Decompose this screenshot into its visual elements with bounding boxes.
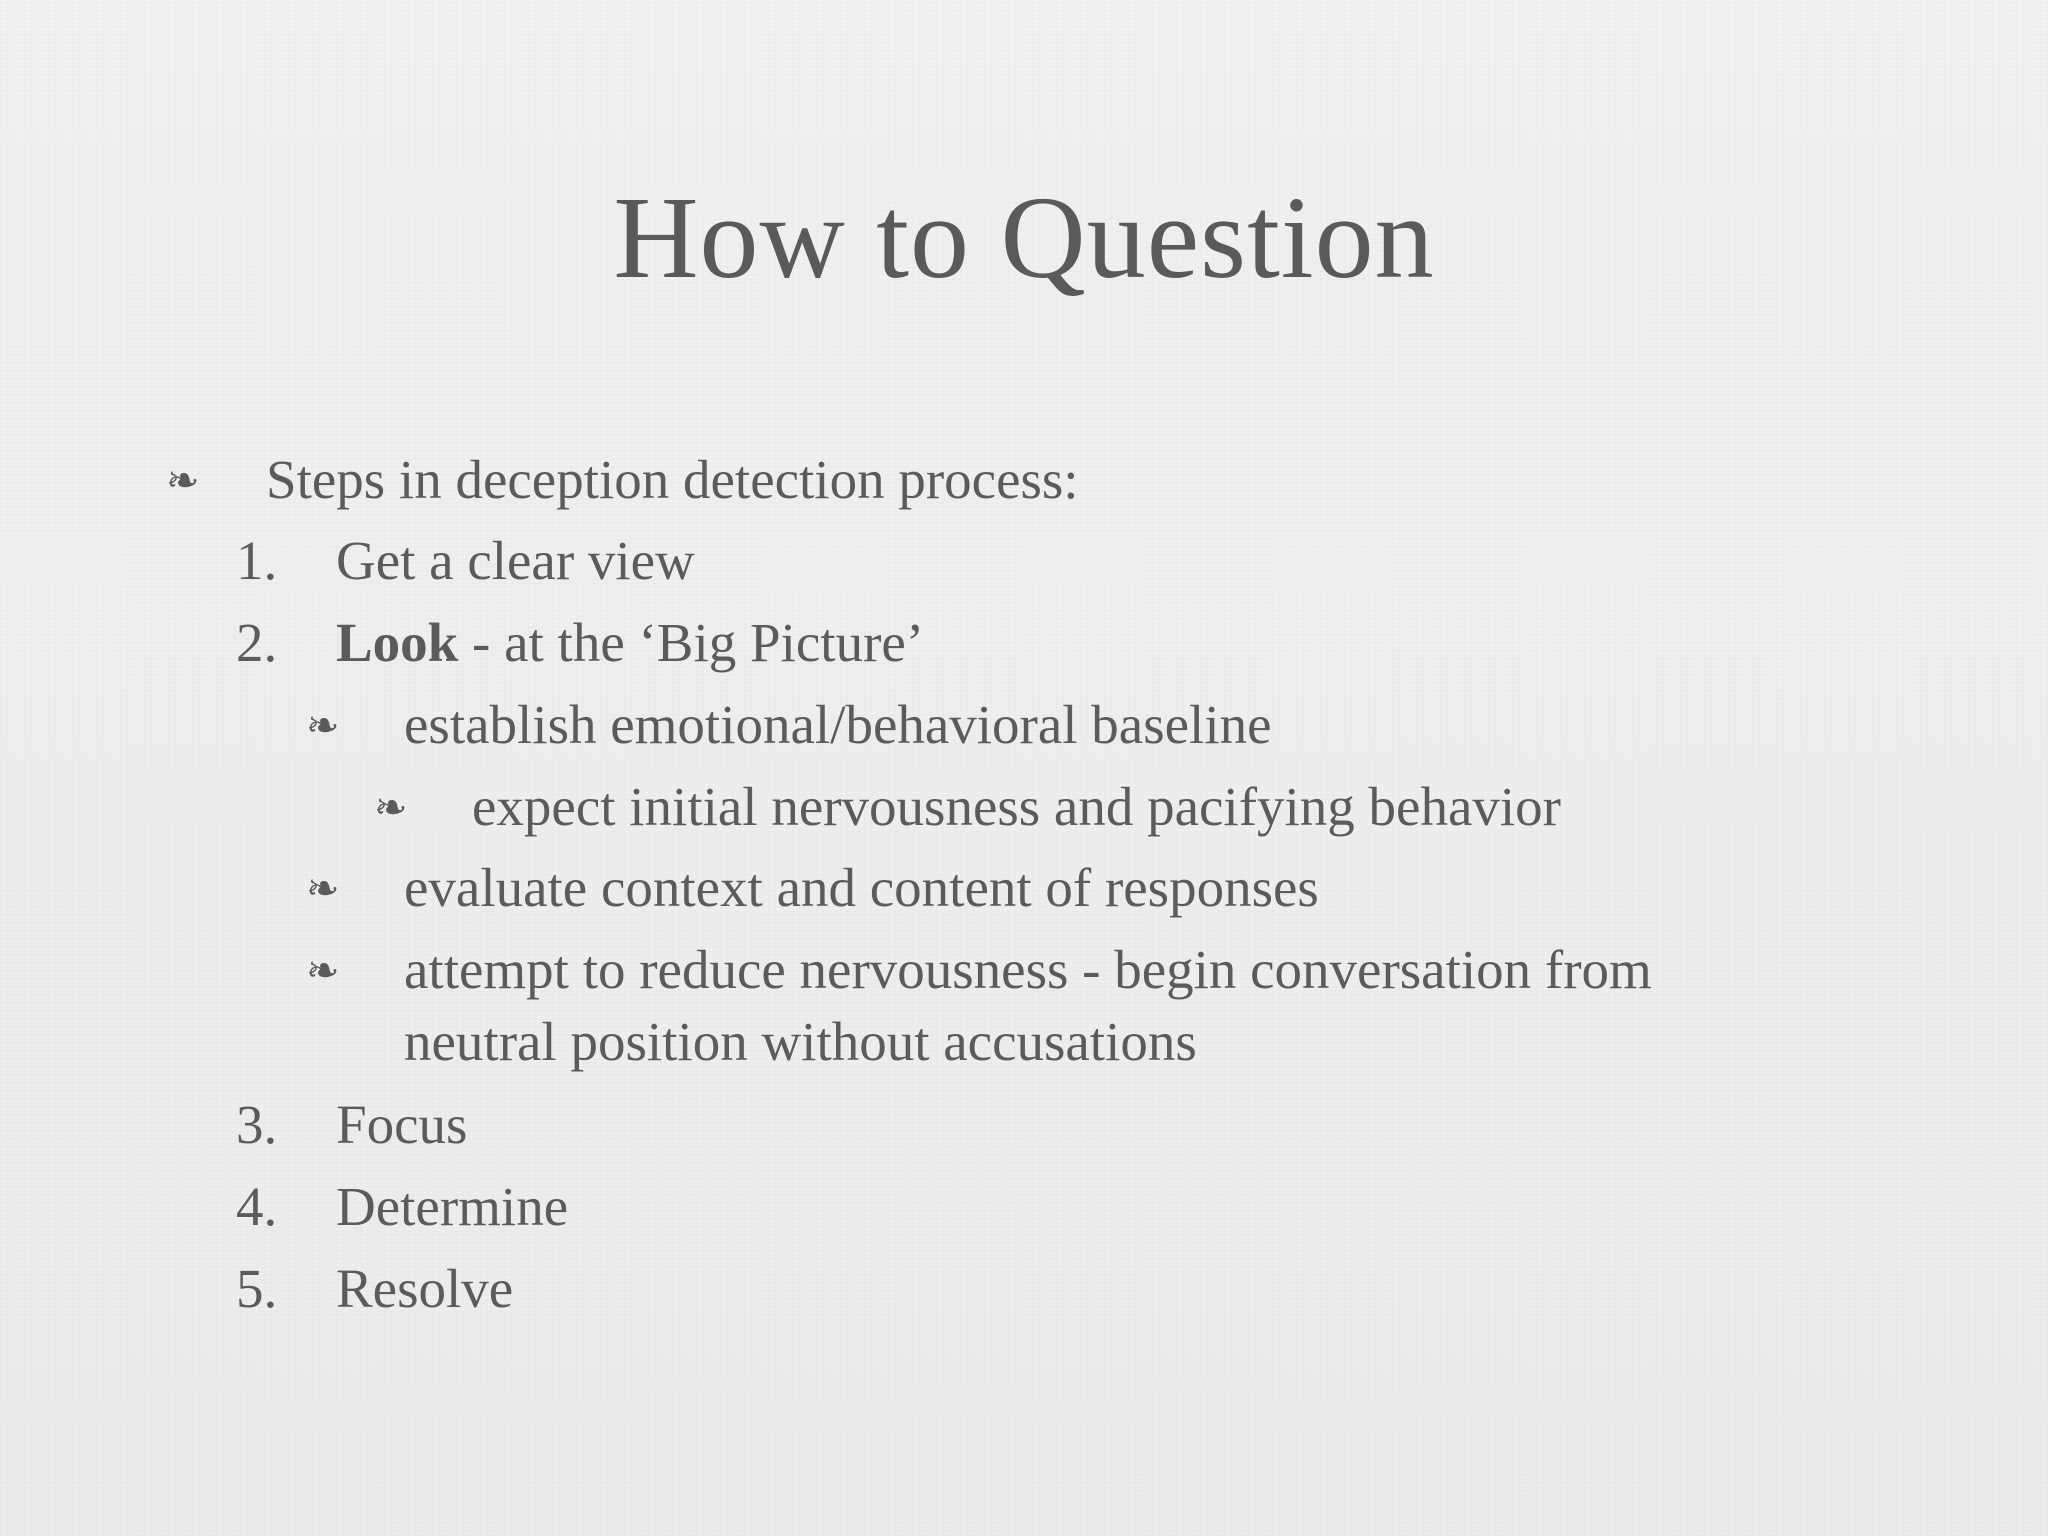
intro-text: Steps in deception detection process: <box>266 449 1079 510</box>
step-4-text: Determine <box>336 1176 569 1237</box>
step-1-text: Get a clear view <box>336 530 695 591</box>
step-5-number: 5. <box>236 1258 278 1319</box>
slide-title: How to Question <box>613 172 1435 303</box>
bullet-icon: ❧ <box>166 458 200 504</box>
sub-bullet-icon: ❧ <box>306 703 340 749</box>
subitem-reduce: attempt to reduce nervousness - begin conversation from <box>404 939 1652 1000</box>
step-3-number: 3. <box>236 1094 278 1155</box>
step-2-text <box>336 607 924 679</box>
subitem-reduce-continued: neutral position without accusations <box>404 1011 1197 1072</box>
sub-bullet-icon: ❧ <box>306 948 340 994</box>
subitem-context: evaluate context and content of responses <box>404 857 1319 918</box>
step-2-rest: - at the ‘Big Picture’ <box>458 612 925 673</box>
subitem-nervousness: expect initial nervousness and pacifying behavior <box>472 776 1561 837</box>
step-4-number: 4. <box>236 1176 278 1237</box>
step-1-number: 1. <box>236 530 278 591</box>
subitem-baseline: establish emotional/behavioral baseline <box>404 694 1272 755</box>
sub-sub-bullet-icon: ❧ <box>374 785 408 831</box>
step-2-bold: Look <box>336 612 459 673</box>
sub-bullet-icon: ❧ <box>306 866 340 912</box>
step-3-text: Focus <box>336 1094 468 1155</box>
step-5-text: Resolve <box>336 1258 514 1319</box>
step-2-number: 2. <box>236 612 278 673</box>
